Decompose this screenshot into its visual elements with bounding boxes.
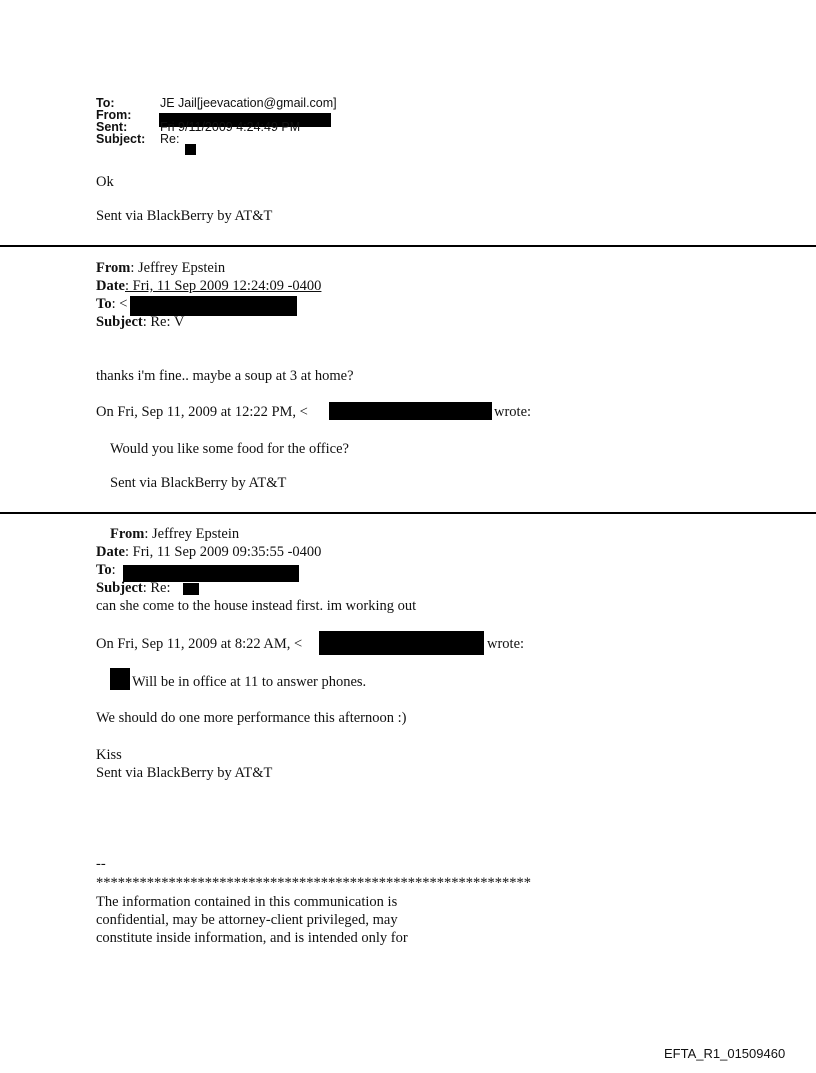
redaction-block bbox=[329, 402, 492, 420]
msg3-from-row bbox=[110, 526, 239, 543]
header-subject-row bbox=[96, 134, 179, 145]
msg3-quote-wrote: wrote: bbox=[487, 636, 525, 652]
header-sent-value: Fri 9/11/2009 4:24:49 PM bbox=[160, 120, 301, 134]
msg2-from-label: From bbox=[96, 260, 131, 276]
msg3-subject-label: Subject bbox=[96, 580, 143, 596]
msg3-date-value: : Fri, 11 Sep 2009 09:35:55 -0400 bbox=[125, 544, 322, 560]
msg2-body: thanks i'm fine.. maybe a soup at 3 at home? bbox=[96, 368, 354, 384]
redaction-block bbox=[183, 583, 199, 595]
msg3-quote-line: We should do one more performance this afternoon :) bbox=[96, 710, 407, 726]
msg2-to-value: : < bbox=[111, 296, 128, 312]
msg2-subject-value: : Re: V bbox=[142, 314, 185, 330]
msg3-body: can she come to the house instead first. im working out bbox=[96, 598, 417, 614]
disclaimer-line: confidential, may be attorney-client privileged, may bbox=[96, 912, 398, 928]
msg2-to-label: To bbox=[96, 296, 112, 312]
msg3-quote-line: Kiss bbox=[96, 747, 122, 763]
footer-stars: ************************************************************ bbox=[96, 875, 531, 891]
redaction-block bbox=[319, 631, 484, 655]
header-sent-label: Sent: bbox=[96, 120, 128, 134]
msg3-subject-value: : Re: bbox=[142, 580, 171, 596]
msg3-to-label: To bbox=[96, 562, 112, 578]
msg2-subject-row bbox=[96, 314, 184, 331]
msg3-from-value: : Jeffrey Epstein bbox=[144, 526, 240, 542]
msg3-date-label: Date bbox=[96, 544, 125, 560]
header-from-label: From: bbox=[96, 108, 132, 122]
msg2-quote-wrote: wrote: bbox=[494, 404, 532, 420]
divider-line bbox=[0, 245, 816, 247]
header-subject-value: Re: bbox=[160, 132, 180, 146]
msg2-date-value: : Fri, 11 Sep 2009 12:24:09 -0400 bbox=[125, 278, 322, 294]
msg3-from-label: From bbox=[110, 526, 145, 542]
msg2-to-row bbox=[96, 296, 127, 313]
msg3-quote-line: Sent via BlackBerry by AT&T bbox=[96, 765, 273, 781]
header-to-value: JE Jail[jeevacation@gmail.com] bbox=[160, 96, 337, 110]
msg3-to-value: : bbox=[111, 562, 116, 578]
msg2-date-label: Date bbox=[96, 278, 125, 294]
msg3-subject-row bbox=[96, 580, 171, 597]
redaction-block bbox=[110, 668, 130, 690]
msg2-from-row bbox=[96, 260, 225, 277]
msg2-subject-label: Subject bbox=[96, 314, 143, 330]
redaction-block bbox=[130, 296, 297, 316]
disclaimer-line: The information contained in this communication is bbox=[96, 894, 398, 910]
msg1-body: Ok bbox=[96, 174, 114, 190]
footer-dashes: -- bbox=[96, 856, 106, 872]
msg2-quote-intro: On Fri, Sep 11, 2009 at 12:22 PM, < bbox=[96, 404, 308, 420]
msg2-from-value: : Jeffrey Epstein bbox=[130, 260, 226, 276]
header-to-row bbox=[96, 98, 337, 109]
msg1-signature: Sent via BlackBerry by AT&T bbox=[96, 208, 273, 224]
disclaimer-line: constitute inside information, and is intended only for bbox=[96, 930, 408, 946]
bates-number: EFTA_R1_01509460 bbox=[664, 1046, 786, 1061]
redaction-block bbox=[185, 144, 196, 155]
header-to-label: To: bbox=[96, 96, 115, 110]
msg3-to-row bbox=[96, 562, 116, 579]
divider-line bbox=[0, 512, 816, 514]
header-subject-label: Subject: bbox=[96, 132, 146, 146]
msg2-date-row bbox=[96, 278, 321, 295]
msg3-quote-line: Will be in office at 11 to answer phones. bbox=[132, 674, 367, 690]
msg3-date-row bbox=[96, 544, 321, 561]
msg2-quote-line: Would you like some food for the office? bbox=[110, 441, 349, 457]
msg2-quote-line: Sent via BlackBerry by AT&T bbox=[110, 475, 287, 491]
msg3-quote-intro: On Fri, Sep 11, 2009 at 8:22 AM, < bbox=[96, 636, 303, 652]
